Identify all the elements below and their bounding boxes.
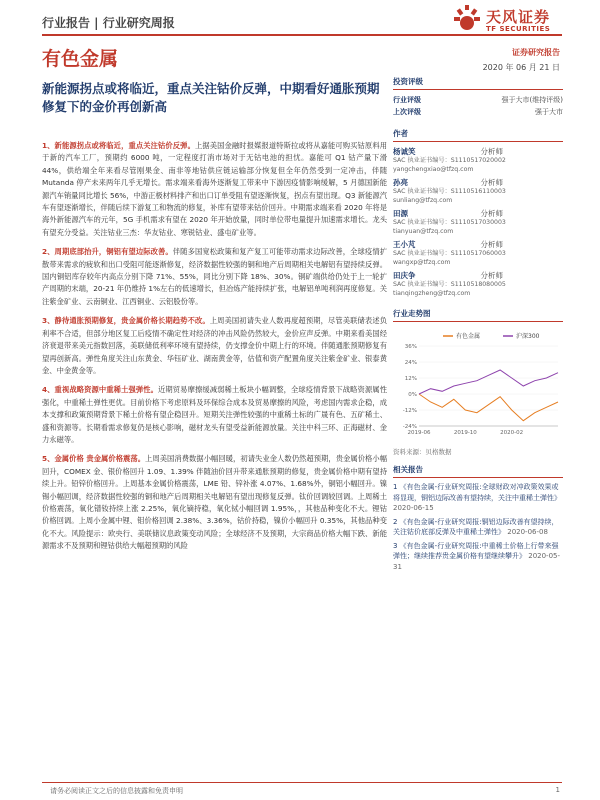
logo-mark-icon	[452, 4, 482, 34]
page-number: 1	[555, 786, 560, 794]
header-breadcrumb: 行业报告 | 行业研究周报	[42, 16, 175, 30]
sidebar	[393, 76, 563, 575]
y-tick-label: -12%	[402, 408, 417, 414]
related-section-title: 相关报告	[393, 464, 563, 478]
logo-text-en: TF SECURITIES	[486, 25, 551, 33]
paragraph-2: 2、周期底部抬升，铜铝有望边际改善。伴随多国宽松政策和复产复工可能带动需求边际改善，全球疫情扩散带来需求的疲软和出口受阻可能逐渐修复，经济数据性较强的铜和地产后周期相关电解铝有望持续反弹。国内铜铝库存较年内高点分别下降 71%、55%，同比分别下降 18%、30%。铜矿端供给仍处于上一轮扩产周期的末端，20-21 年仍维持 1%左右的低速增长，但冶炼产能持续扩张，电解铝单吨利润再度修复。关注紫金矿业、云南铜业、江西铜业、云铝股份等。	[42, 247, 388, 306]
author-card: 王小芃 分析师 SAC 执业证书编号：S1110517060003 wangxp@tfzq.com	[393, 239, 563, 267]
report-date: 2020 年 06 月 21 日	[482, 63, 560, 72]
series-line-2	[419, 370, 558, 394]
y-tick-label: 0%	[408, 392, 417, 398]
x-tick-label: 2020-02	[500, 430, 524, 436]
paragraph-1: 1、新能源拐点或将临近，重点关注钴价反弹。上据美国金融时报媒报道特斯拉或将从嘉能可购买钴原料用于新的汽车工厂，预期约 6000 吨，一定程度打消市场对于无钴电池的担忧。嘉能可 Q1 钴产量下滑 44%，供给端全年来看尽管刚果金、南非等地钴供应链运输部分恢复但全年仍然受到一定冲击，伴随 Mutanda 停产未来两年几乎无增长。需求端来看海外逐渐复工带来中下游因疫情影响缓解，5 月德国新能源汽车销量同比增长 56%，中游正极材料排产和出口订单受阻有望逐渐恢复，拐点有望出现。Q3 新能源汽车有望逐渐增长，伴随后续下游复工和物流的修复，补库有望带来钴价回升。中期需求端来看 2020 年将是海外新能源汽车的元年，5G 手机需求有望在 2020 年开始放量，同时单位带电量提升加速需求增长。龙头有望充分受益。关注钴业三杰：华友钴业、寒锐钴业、盛屯矿业等。	[42, 141, 388, 237]
trend-chart	[393, 328, 563, 443]
prev-rating-row: 上次评级 强于大市	[393, 108, 563, 116]
series-line-1	[419, 394, 558, 421]
author-email[interactable]: yangchengxiao@tfzq.com	[393, 165, 474, 173]
author-card: 杨诚笑 分析师 SAC 执业证书编号：S1110517020002 yangchengxiao@tfzq.com	[393, 146, 563, 174]
y-tick-label: -24%	[402, 424, 417, 430]
author-card: 孙亮 分析师 SAC 执业证书编号：S1110516110003 sunliang@tfzq.com	[393, 177, 563, 205]
logo	[452, 4, 562, 38]
footer-disclaimer: 请务必阅读正文之后的信息披露和免责申明	[50, 787, 183, 795]
author-email[interactable]: sunliang@tfzq.com	[393, 196, 453, 204]
footer-rule	[42, 782, 562, 783]
headline: 新能源拐点或将临近，重点关注钴价反弹，中期看好通胀预期修复下的金价再创新高	[42, 81, 380, 114]
y-tick-label: 12%	[404, 376, 417, 382]
x-tick-label: 2019-06	[407, 430, 431, 436]
related-report[interactable]: 2 《有色金属-行业研究周报:铜铝边际改善有望持续，关注钴价底部反弹及中重稀土弹性》 2020-06-08	[393, 517, 559, 536]
body-text	[42, 140, 387, 560]
related-report[interactable]: 1 《有色金属-行业研究周报:全球财政对冲政策效果或将显现，铜铝边际改善有望持续，关注中重稀土弹性》 2020-06-15	[393, 483, 561, 512]
y-tick-label: 36%	[404, 344, 417, 350]
author-email[interactable]: wangxp@tfzq.com	[393, 258, 451, 266]
author-email[interactable]: tianqingzheng@tfzq.com	[393, 289, 471, 297]
report-type: 证券研究报告	[512, 48, 560, 57]
authors-section-title: 作者	[393, 128, 563, 142]
paragraph-4: 4、重视战略资源中重稀土强弹性。近期贸易摩擦缓减弱稀土板块小幅调整，全球疫情背景下战略资源属性强化，中重稀土弹性更优。目前价格下考虑原料及环保综合成本及贸易摩擦的风险，考虑国内需求企稳，成本支撑和政策预期背景下稀土价格有望企稳回升。短期关注弹性较强的中重稀土标的广晟有色、五矿稀土、盛和资源等。长期看需求修复仍是核心影响，磁材龙头有望受益新能源放量。关注中科三环、正海磁材、金力永磁等。	[42, 385, 387, 444]
paragraph-5: 5、金属价格 贵金属价格震荡。上周美国消费数据小幅回暖，初请失业金人数仍然超预期，贵金属价格小幅回升，COMEX 金、银价格回升 1.09、1.39% 伴随油价回升带来通胀预期的修复，贵金属价格中期有望持续上升。铅锌价格回升。上周基本金属价格震荡，LME 铅、锌补涨 4.07%、1.68%外，铜铝小幅回升。镍锡小幅回调，经济数据性较强的铜和地产后周期相关电解铝有望出现修复反弹。钛价回调较回调。上周稀土价格震荡，氧化镨钕持续上涨 2.25%，氧化镝持稳，氧化铽小幅回调 1.95%，，其他品种变化不大。锂钴价格回调。上周小金属中锂、钼价格回调 2.38%、3.36%，钴价持稳，镍价小幅回升 0.35%，其他品种变化不大。风险提示：欧央行、美联储议息政策变动风险；全球经济不及预期，大宗商品价格大幅下跌、新能源需求不及预期和锂钴供给大幅超预期的风险	[42, 454, 387, 551]
author-card: 田源 分析师 SAC 执业证书编号：S1110517030003 tianyuan@tfzq.com	[393, 208, 563, 236]
page-title: 有色金属	[42, 48, 119, 70]
legend-label: 沪深300	[516, 333, 540, 340]
y-tick-label: 24%	[404, 360, 417, 366]
trend-section-title: 行业走势图	[393, 308, 563, 322]
paragraph-3: 3、静待通胀预期修复，贵金属价格长期趋势不改。上周美国初请失业人数再度超预期，尽管美联储表述负利率不合适，但部分地区复工后疫情不确定性对经济的冲击风险仍然较大，金价应声反弹。中期来看美国经济衰退带来美元指数回落，美联储低利率环境有望持续，仍支撑金价中期上行的环境。伴随通胀预期修复有望再创新高。弹性角度关注山东黄金、华钰矿业、湖南黄金等，估值和资产配置角度关注紫金矿业、银泰黄金、中金黄金等。	[42, 316, 388, 375]
industry-rating-row: 行业评级 强于大市(维持评级)	[393, 96, 563, 104]
header-rule	[42, 34, 562, 36]
author-card: 田庆争 分析师 SAC 执业证书编号：S1110518080005 tianqingzheng@tfzq.com	[393, 270, 563, 298]
logo-text-cn: 天风证券	[486, 8, 551, 26]
rating-section-title: 投资评级	[393, 76, 563, 90]
chart-source: 资料来源：贝格数据	[393, 448, 452, 456]
legend-label: 有色金属	[456, 333, 481, 340]
x-tick-label: 2019-10	[453, 430, 477, 436]
related-report[interactable]: 3 《有色金属-行业研究周报:中重稀土价格上行带来强弹性；继续推荐贵金属价格有望继续攀升》 2020-05-31	[393, 541, 561, 571]
author-email[interactable]: tianyuan@tfzq.com	[393, 227, 454, 235]
